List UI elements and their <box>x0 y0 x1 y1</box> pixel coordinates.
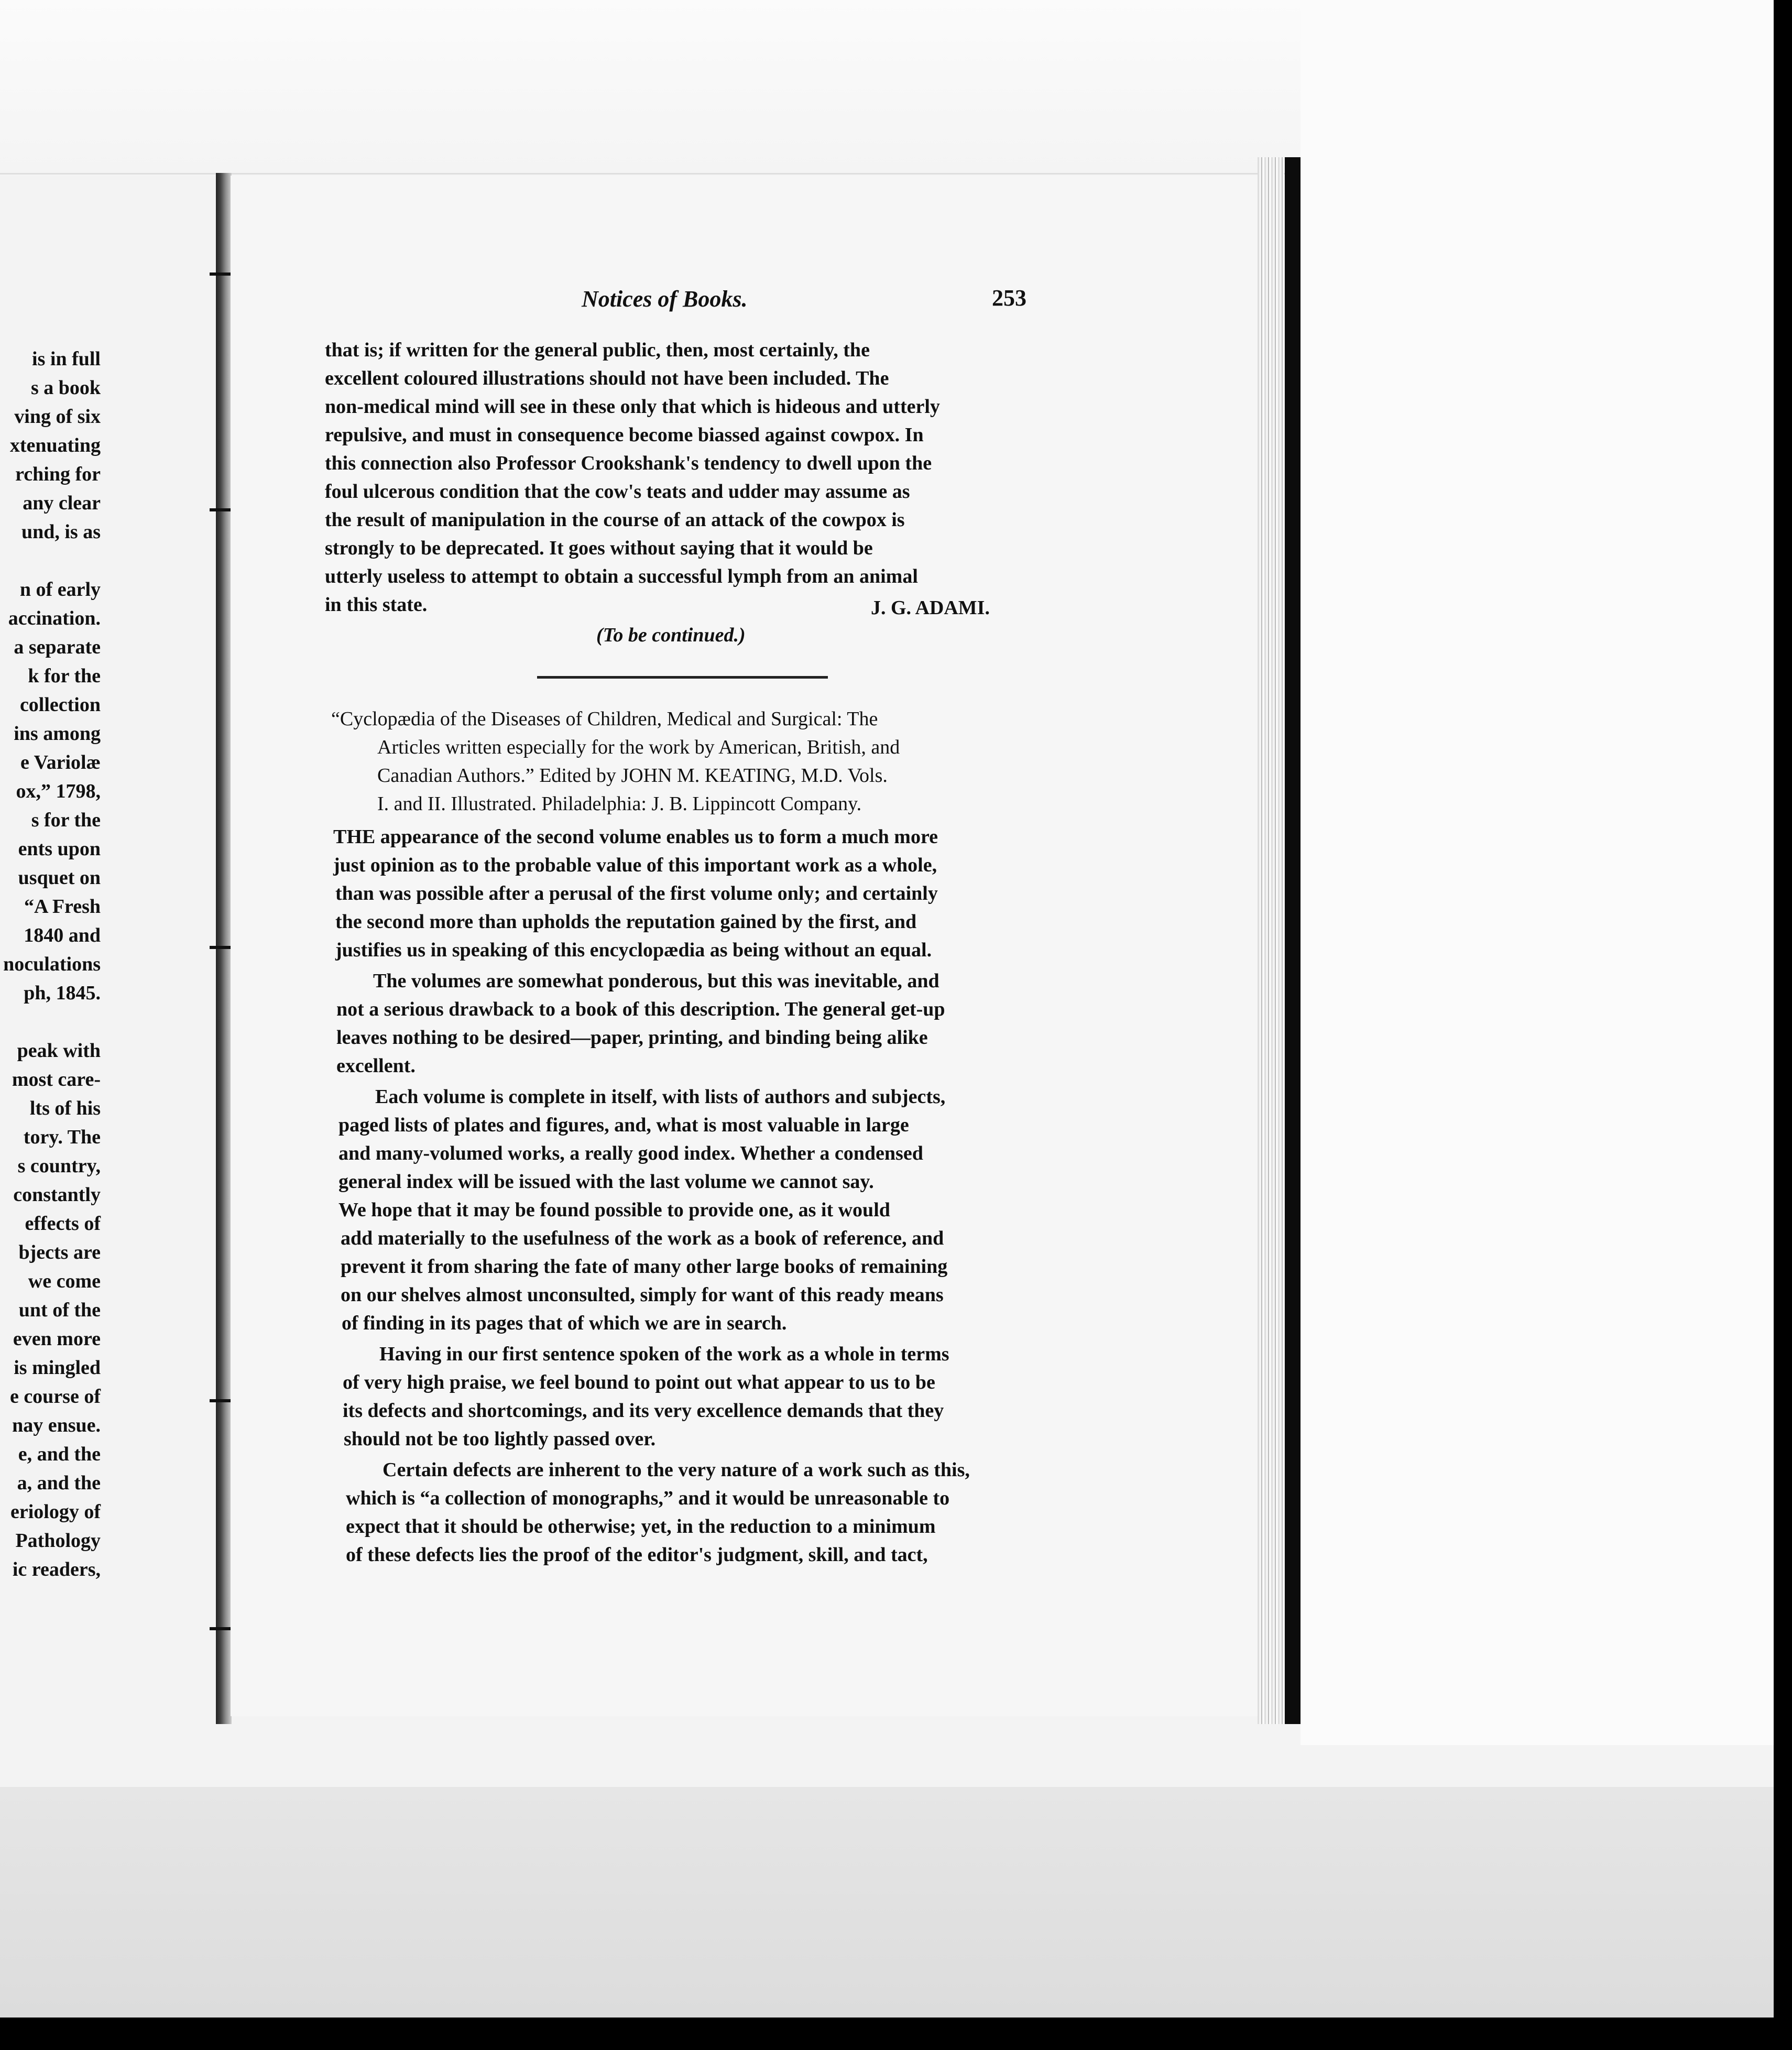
text-line: of very high praise, we feel bound to point out what appear to us to be <box>343 1371 935 1393</box>
text-line: this connection also Professor Crookshank's tendency to dwell upon the <box>325 452 932 474</box>
fragment-line: any clear <box>23 492 101 514</box>
text-line: excellent coloured illustrations should not have been included. The <box>325 367 889 389</box>
fragment-line: ox,” 1798, <box>16 780 101 802</box>
fragment-line: even more <box>13 1328 101 1350</box>
text-line: which is “a collection of monographs,” and it would be unreasonable to <box>346 1487 950 1509</box>
fragment-line: collection <box>19 694 101 716</box>
citation-line: I. and II. Illustrated. Philadelphia: J. B. Lippincott Company. <box>377 793 862 815</box>
film-bottom-band <box>0 1787 1774 2018</box>
fragment-line: ph, 1845. <box>24 982 101 1004</box>
fragment-line: effects of <box>25 1213 101 1235</box>
fragment-line: we come <box>28 1270 101 1292</box>
text-line: general index will be issued with the last volume we cannot say. <box>338 1171 874 1193</box>
text-line: that is; if written for the general public, then, most certainly, the <box>325 339 870 361</box>
text-line: of finding in its pages that of which we are in search. <box>342 1312 787 1334</box>
fragment-line: bjects are <box>18 1241 101 1263</box>
fragment-line: unt of the <box>18 1299 101 1321</box>
page-number: 253 <box>992 285 1026 311</box>
text-line: prevent it from sharing the fate of many other large books of remaining <box>341 1256 948 1278</box>
text-line: the result of manipulation in the course of an attack of the cowpox is <box>325 509 905 531</box>
fragment-line: 1840 and <box>24 924 101 946</box>
text-line: its defects and shortcomings, and its very excellence demands that they <box>343 1400 944 1422</box>
fragment-line: xtenuating <box>9 434 101 456</box>
text-line: the second more than upholds the reputation gained by the first, and <box>335 911 917 933</box>
text-line: non-medical mind will see in these only that which is hideous and utterly <box>325 396 940 418</box>
film-tick-mark <box>210 1399 231 1402</box>
page-edge-stack <box>1258 157 1284 1724</box>
text-line: just opinion as to the probable value of this important work as a whole, <box>333 854 937 876</box>
text-line: Each volume is complete in itself, with lists of authors and subjects, <box>375 1086 946 1108</box>
fragment-line: a separate <box>14 636 101 658</box>
fragment-line: tory. The <box>23 1126 101 1148</box>
fragment-line: n of early <box>19 579 101 601</box>
fragment-line: e, and the <box>18 1443 101 1465</box>
fragment-line: e course of <box>9 1386 101 1408</box>
citation-line: “Cyclopædia of the Diseases of Children, Medical and Surgical: The <box>331 708 878 730</box>
binding-edge <box>1285 157 1301 1724</box>
text-line: leaves nothing to be desired—paper, printing, and binding being alike <box>336 1027 928 1049</box>
fragment-line: eriology of <box>10 1501 101 1523</box>
fragment-line: usquet on <box>18 867 101 889</box>
fragment-line: peak with <box>17 1040 101 1062</box>
blank-right-area <box>1301 0 1774 1745</box>
text-line: on our shelves almost unconsulted, simply for want of this ready means <box>341 1284 944 1306</box>
fragment-line: a, and the <box>17 1472 101 1494</box>
fragment-line: k for the <box>28 665 101 687</box>
fragment-line: e Variolæ <box>20 751 101 773</box>
text-line: should not be too lightly passed over. <box>344 1428 656 1450</box>
text-line: Having in our first sentence spoken of the work as a whole in terms <box>379 1343 949 1365</box>
fragment-line: s for the <box>31 809 101 831</box>
citation-line: Articles written especially for the work by American, British, and <box>377 736 900 758</box>
text-line: utterly useless to attempt to obtain a successful lymph from an animal <box>325 565 918 587</box>
fragment-line: “A Fresh <box>24 896 101 918</box>
text-line: THE appearance of the second volume enables us to form a much more <box>333 826 938 848</box>
fragment-line: is mingled <box>14 1357 101 1379</box>
fragment-line: s a book <box>30 377 101 399</box>
text-line: We hope that it may be found possible to provide one, as it would <box>338 1199 890 1221</box>
film-tick-mark <box>210 508 231 511</box>
film-tick-mark <box>210 272 231 276</box>
fragment-line: constantly <box>13 1184 101 1206</box>
fragment-line: s country, <box>17 1155 101 1177</box>
text-line: justifies us in speaking of this encyclopædia as being without an equal. <box>335 939 932 961</box>
fragment-line: noculations <box>3 953 101 975</box>
text-line: strongly to be deprecated. It goes without saying that it would be <box>325 537 873 559</box>
text-line: add materially to the usefulness of the work as a book of reference, and <box>341 1227 944 1249</box>
fragment-line: rching for <box>15 463 101 485</box>
running-head: Notices of Books. <box>582 286 748 312</box>
section-rule <box>537 676 828 679</box>
text-line: repulsive, and must in consequence become biassed against cowpox. In <box>325 424 924 446</box>
text-line: foul ulcerous condition that the cow's teats and udder may assume as <box>325 481 910 503</box>
film-tick-mark <box>210 946 231 949</box>
text-line: of these defects lies the proof of the editor's judgment, skill, and tact, <box>346 1544 928 1566</box>
film-tick-mark <box>210 1627 231 1630</box>
text-line: Certain defects are inherent to the very nature of a work such as this, <box>383 1459 970 1481</box>
fragment-line: ving of six <box>14 406 101 428</box>
text-line: and many-volumed works, a really good index. Whether a condensed <box>338 1142 923 1164</box>
fragment-line: ents upon <box>18 838 101 860</box>
author-signature: J. G. ADAMI. <box>871 597 990 619</box>
text-line: excellent. <box>336 1055 416 1077</box>
text-line: The volumes are somewhat ponderous, but this was inevitable, and <box>373 970 939 992</box>
text-line: than was possible after a perusal of the first volume only; and certainly <box>335 882 938 904</box>
fragment-line: accination. <box>8 607 101 629</box>
fragment-line: lts of his <box>29 1097 101 1119</box>
fragment-line: Pathology <box>15 1530 101 1552</box>
fragment-line: ic readers, <box>12 1558 101 1580</box>
fragment-line: most care- <box>12 1068 101 1091</box>
facing-page-fragment <box>0 346 105 1593</box>
fragment-line: ins among <box>14 723 101 745</box>
citation-line: Canadian Authors.” Edited by JOHN M. KEATING, M.D. Vols. <box>377 765 888 787</box>
text-line: paged lists of plates and figures, and, what is most valuable in large <box>338 1114 909 1136</box>
fragment-line: und, is as <box>21 521 101 543</box>
text-line: expect that it should be otherwise; yet, in the reduction to a minimum <box>346 1515 936 1538</box>
continued-note: (To be continued.) <box>596 624 746 646</box>
text-line: in this state. <box>325 594 428 616</box>
fragment-line: is in full <box>32 348 101 370</box>
fragment-line: nay ensue. <box>12 1414 101 1436</box>
text-line: not a serious drawback to a book of this description. The general get-up <box>336 998 945 1020</box>
